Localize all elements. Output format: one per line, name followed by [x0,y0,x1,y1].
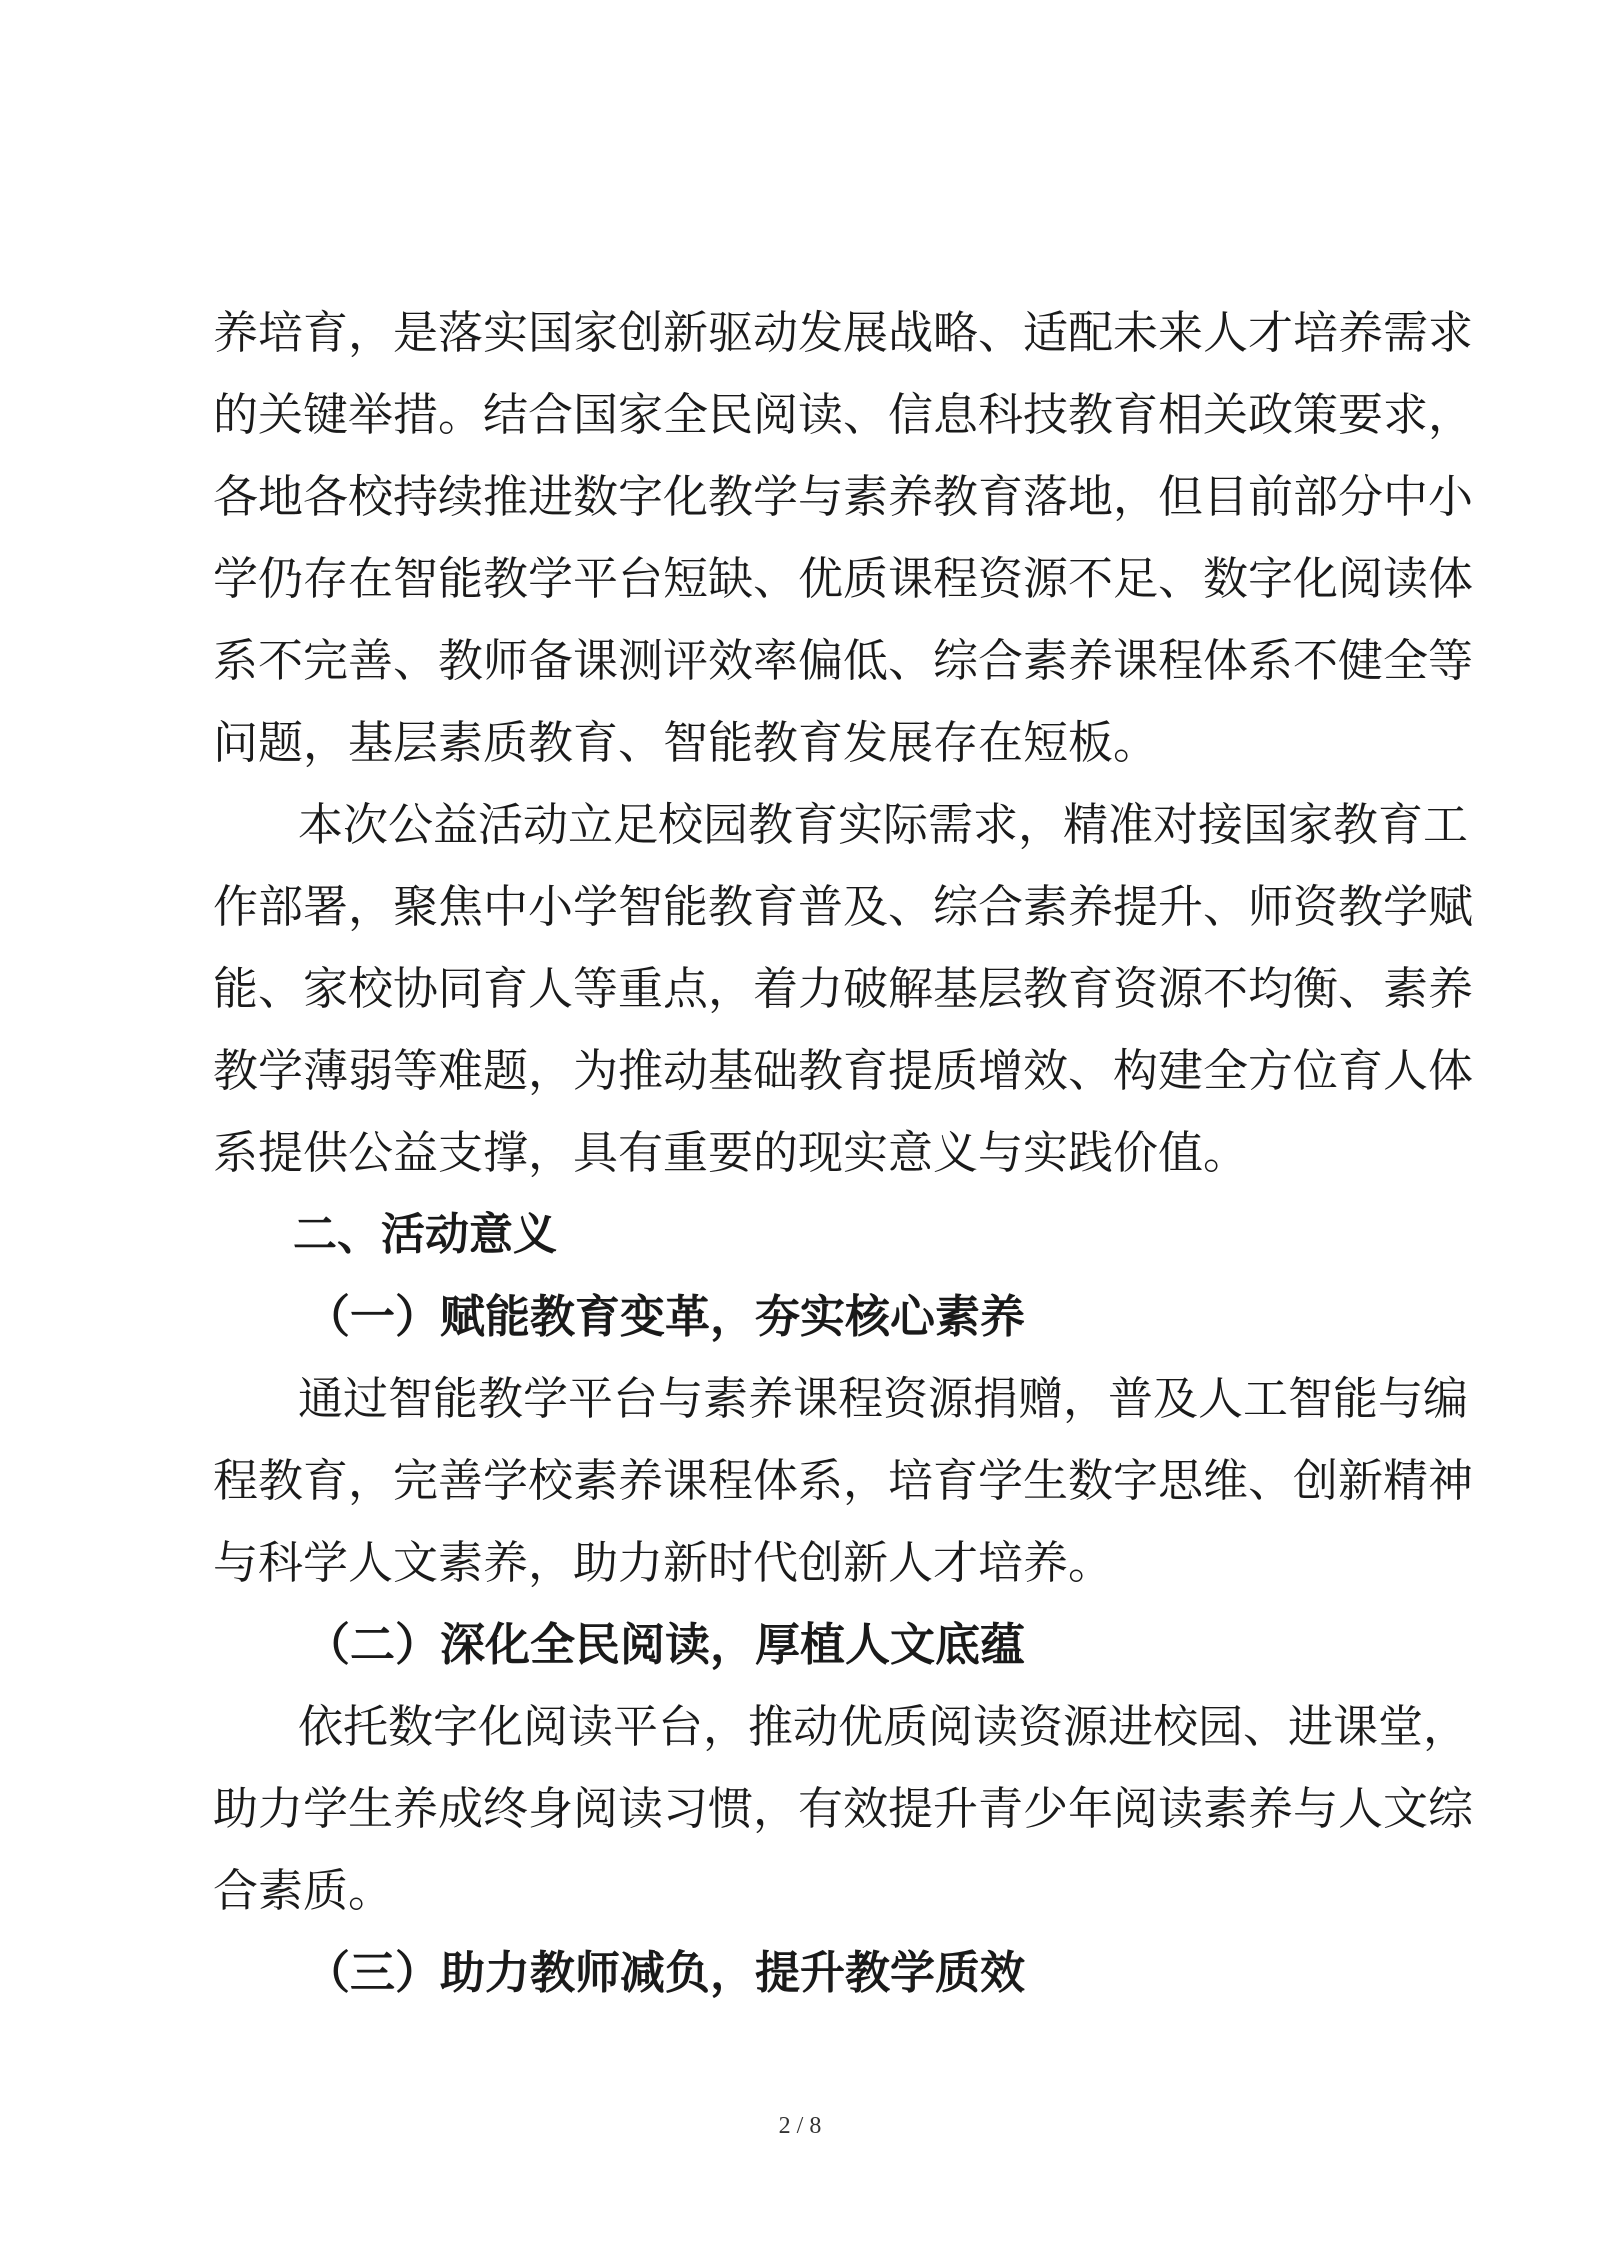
paragraph-line: 本次公益活动立足校园教育实际需求，精准对接国家教育工 [298,798,1469,851]
subsection-paragraph [213,1686,1474,1932]
subsection-paragraph [213,1358,1474,1604]
document-body [213,292,1474,2014]
paragraph-line: 养培育，是落实国家创新驱动发展战略、适配未来人才培养需求 [213,306,1474,359]
paragraph-line: 系不完善、教师备课测评效率偏低、综合素养课程体系不健全等 [213,634,1474,687]
paragraph-line: 与科学人文素养，助力新时代创新人才培养。 [213,1536,1114,1589]
paragraph-line: 的关键举措。结合国家全民阅读、信息科技教育相关政策要求， [213,388,1474,441]
paragraph-line: 助力学生养成终身阅读习惯，有效提升青少年阅读素养与人文综 [213,1782,1474,1835]
paragraph-line: 各地各校持续推进数字化教学与素养教育落地，但目前部分中小 [213,470,1474,523]
paragraph-line: 能、家校协同育人等重点，着力破解基层教育资源不均衡、素养 [213,962,1474,1015]
subsection-heading: （三）助力教师减负，提升教学质效 [305,1946,1026,1999]
paragraph-line: 依托数字化阅读平台，推动优质阅读资源进校园、进课堂， [298,1700,1469,1753]
paragraph-activity-purpose [213,784,1474,1194]
paragraph-line: 合素质。 [213,1864,394,1917]
page-number: 2 / 8 [778,2113,822,2139]
paragraph-line: 系提供公益支撑，具有重要的现实意义与实践价值。 [213,1126,1249,1179]
subsection-heading: （二）深化全民阅读，厚植人文底蕴 [305,1618,1026,1671]
paragraph-line: 程教育，完善学校素养课程体系，培育学生数字思维、创新精神 [213,1454,1474,1507]
paragraph-line: 学仍存在智能教学平台短缺、优质课程资源不足、数字化阅读体 [213,552,1474,605]
paragraph-line: 问题，基层素质教育、智能教育发展存在短板。 [213,716,1159,769]
paragraph-line: 作部署，聚焦中小学智能教育普及、综合素养提升、师资教学赋 [213,880,1474,933]
paragraph-background-continued [213,292,1474,784]
paragraph-line: 通过智能教学平台与素养课程资源捐赠，普及人工智能与编 [298,1372,1469,1425]
paragraph-line: 教学薄弱等难题，为推动基础教育提质增效、构建全方位育人体 [213,1044,1474,1097]
subsection-heading: （一）赋能教育变革，夯实核心素养 [305,1290,1026,1343]
section-heading: 二、活动意义 [293,1209,557,1260]
